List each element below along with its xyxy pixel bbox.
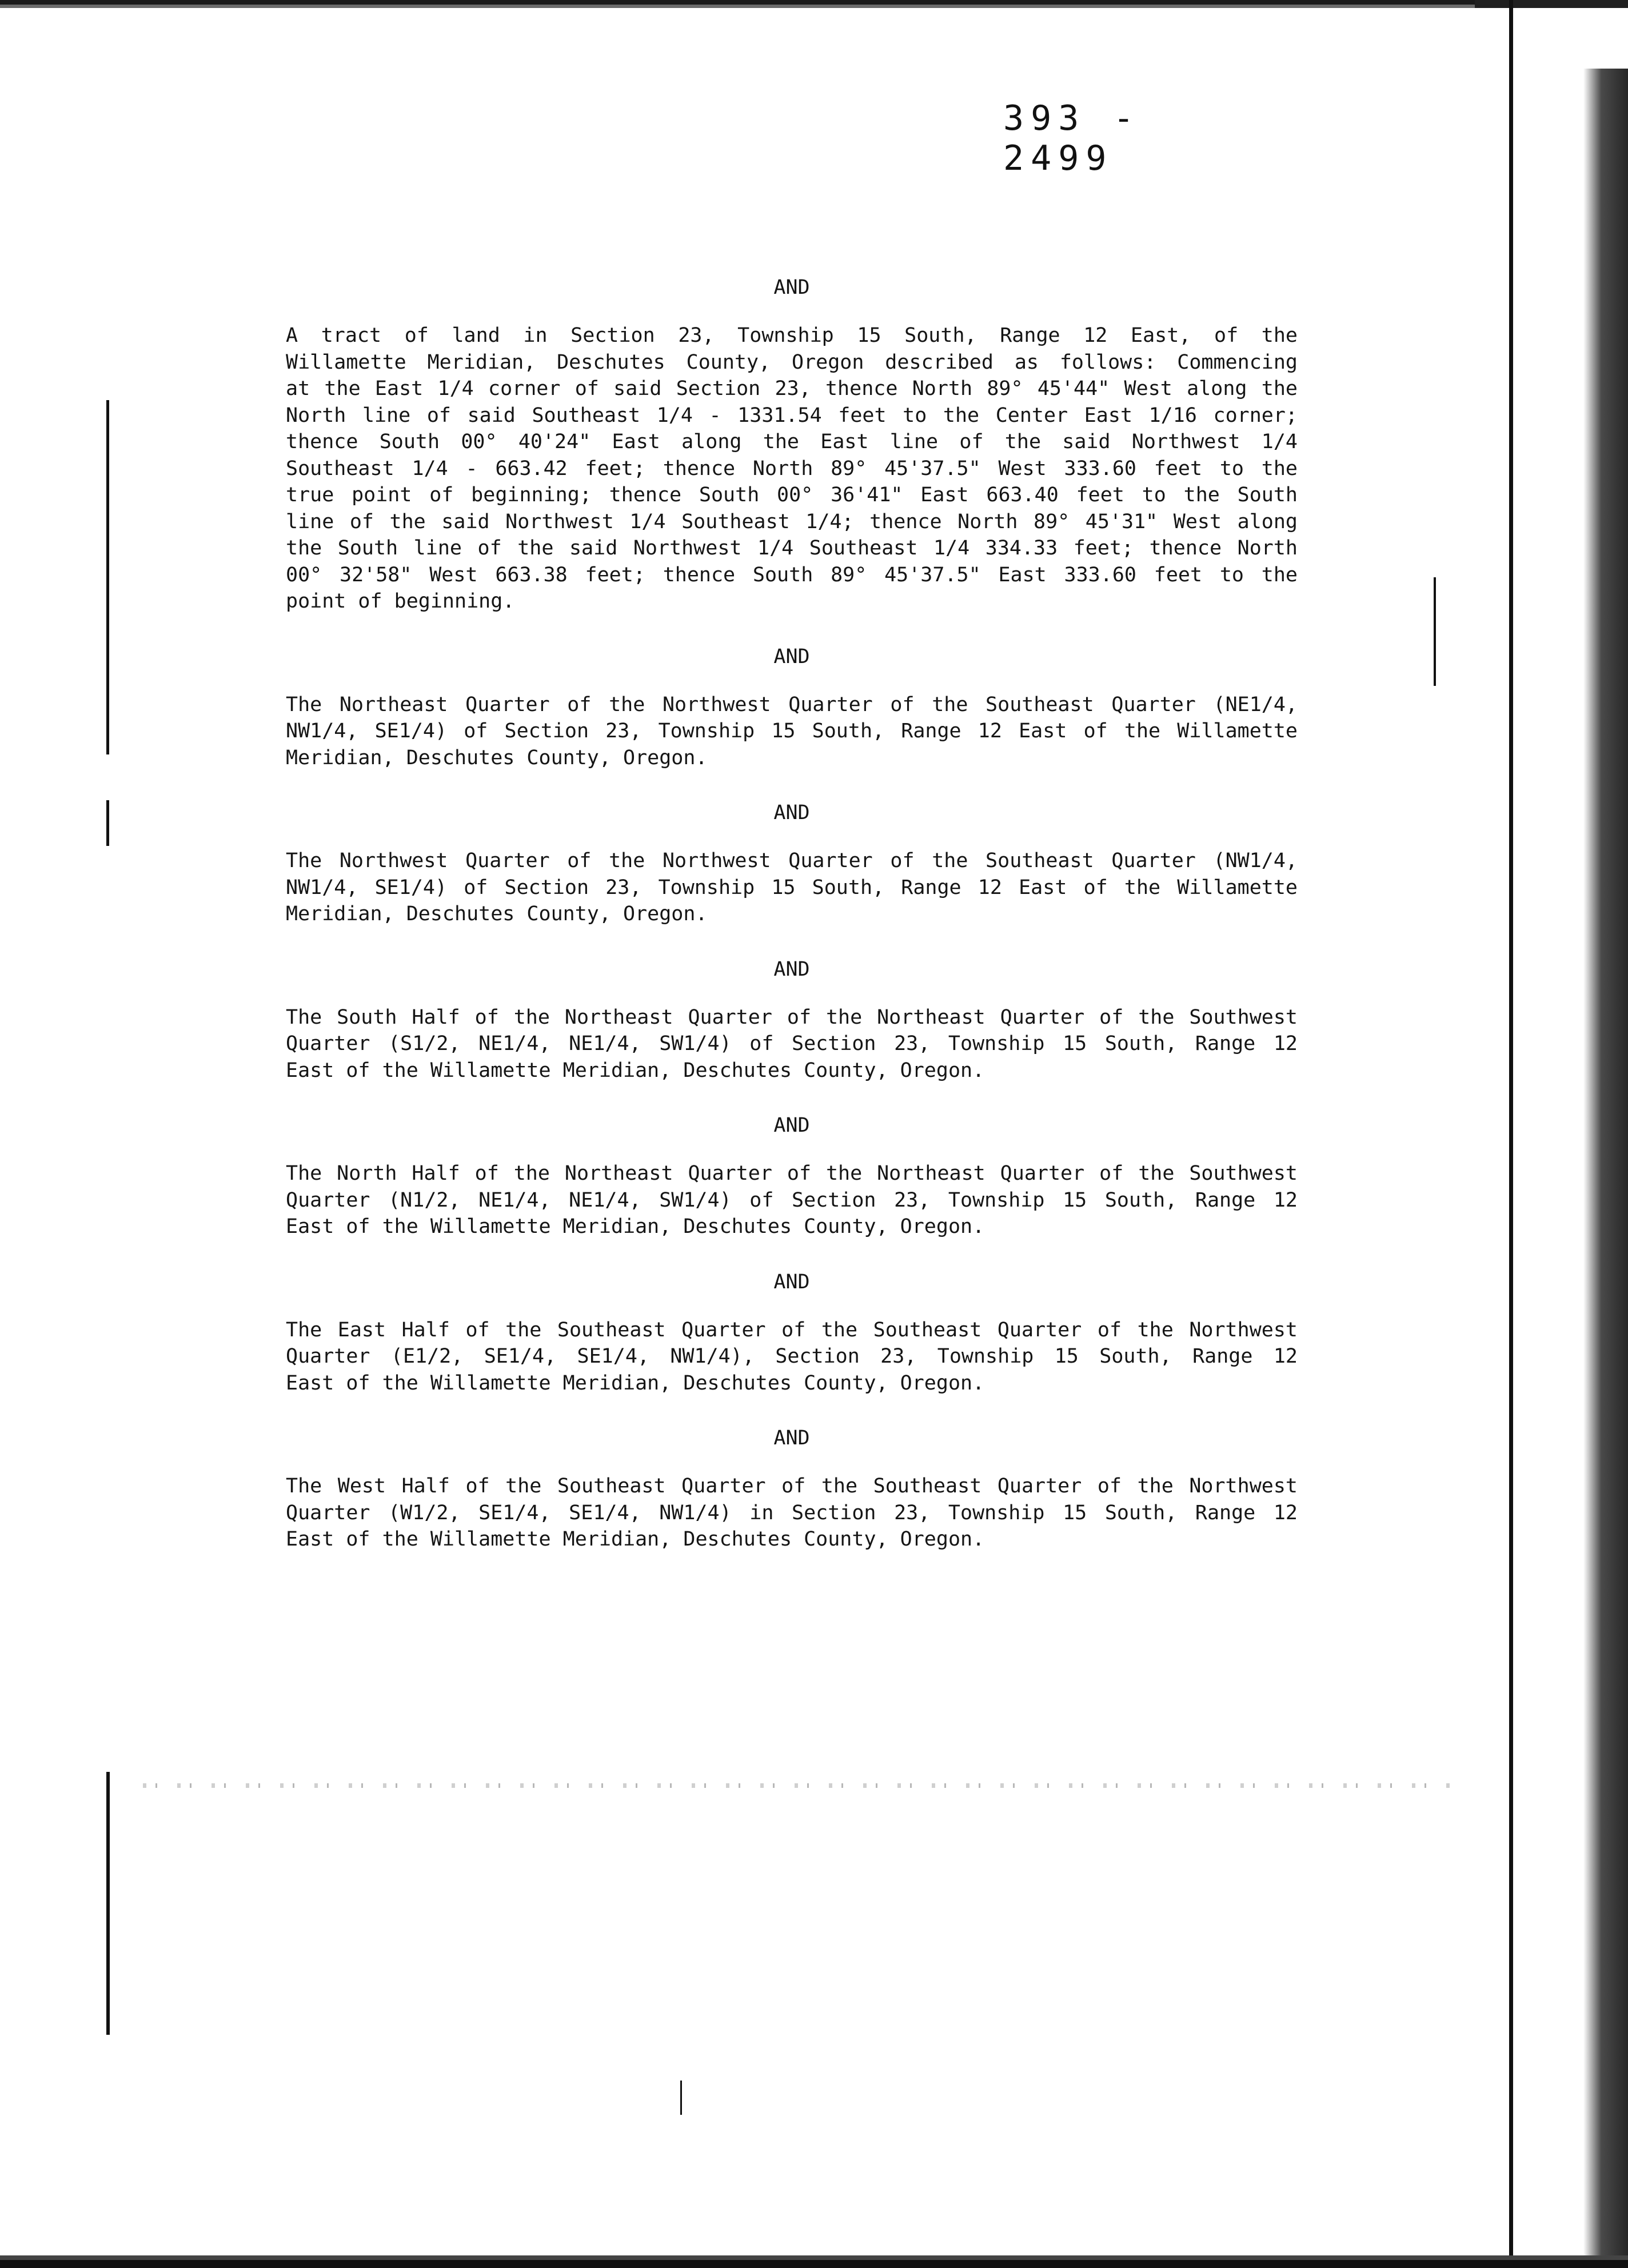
text-line: true point of beginning; thence South 00° 36'41" East 663.40 feet to the South [286,484,1298,506]
text-line: Quarter (E1/2, SE1/4, SE1/4, NW1/4), Section 23, Township 15 South, Range 12 [286,1345,1298,1368]
paragraph-nw-nw-se [286,848,1298,928]
text-line: The North Half of the Northeast Quarter of the Northeast Quarter of the Southwest [286,1162,1298,1185]
text-line: The Northeast Quarter of the Northwest Quarter of the Southeast Quarter (NE1/4, [286,693,1298,716]
text-line: The Northwest Quarter of the Northwest Quarter of the Southeast Quarter (NW1/4, [286,849,1298,872]
text-line: line of the said Northwest 1/4 Southeast 1/4; thence North 89° 45'31" West along [286,510,1298,533]
scan-mark-left-3 [106,1772,110,2035]
text-line: The South Half of the Northeast Quarter of the Northeast Quarter of the Southwest [286,1005,1298,1029]
text-line: Quarter (N1/2, NE1/4, NE1/4, SW1/4) of Section 23, Township 15 South, Range 12 [286,1188,1298,1212]
scan-mark-left-1 [106,400,109,754]
text-line: The East Half of the Southeast Quarter of the Southeast Quarter of the Northwest [286,1318,1298,1341]
text-line: point of beginning. [286,590,515,613]
text-line: the South line of the said Northwest 1/4 Southeast 1/4 334.33 feet; thence North [286,537,1298,560]
paragraph-s-ne-ne-sw [286,1004,1298,1084]
text-line: Southeast 1/4 - 663.42 feet; thence North 89° 45'37.5" West 333.60 feet to the [286,457,1298,480]
paragraph-tract [286,322,1298,615]
scan-edge-top-right [1475,0,1628,8]
text-line: at the East 1/4 corner of said Section 23, thence North 89° 45'44" West along the [286,377,1298,400]
scan-mark-bottom [680,2081,682,2115]
text-line: NW1/4, SE1/4) of Section 23, Township 15 South, Range 12 East of the Willamette [286,720,1298,742]
text-line: Meridian, Deschutes County, Oregon. [286,746,708,769]
separator-and: AND [773,276,810,299]
text-line: East of the Willamette Meridian, Deschutes County, Oregon. [286,1215,985,1238]
scan-edge-top [0,0,1515,15]
scan-mark-left-2 [106,800,109,846]
text-line: Willamette Meridian, Deschutes County, Oregon described as follows: Commencing [286,350,1298,374]
paragraph-n-ne-ne-sw [286,1160,1298,1240]
paragraph-w-se-se-nw [286,1473,1298,1553]
text-line: East of the Willamette Meridian, Deschutes County, Oregon. [286,1528,985,1551]
separator-and: AND [773,645,810,668]
text-line: A tract of land in Section 23, Township 15 South, Range 12 East, of the [286,324,1298,347]
paragraph-e-se-se-nw [286,1317,1298,1397]
text-line: East of the Willamette Meridian, Deschutes County, Oregon. [286,1059,985,1082]
text-line: North line of said Southeast 1/4 - 1331.54 feet to the Center East 1/16 corner; [286,404,1298,427]
text-line: East of the Willamette Meridian, Deschutes County, Oregon. [286,1371,985,1395]
text-line: Meridian, Deschutes County, Oregon. [286,903,708,925]
separator-and: AND [773,801,810,824]
legal-description [286,274,1298,1553]
text-line: thence South 00° 40'24" East along the East line of the said Northwest 1/4 [286,430,1298,453]
record-number: 393 - 2499 [1003,98,1141,178]
scan-edge-right-shadow [1583,69,1628,2268]
scan-mark-right-1 [1434,577,1436,686]
separator-and: AND [773,1427,810,1450]
text-line: NW1/4, SE1/4) of Section 23, Township 15 South, Range 12 East of the Willamette [286,876,1298,899]
text-line: 00° 32'58" West 663.38 feet; thence South 89° 45'37.5" East 333.60 feet to the [286,563,1298,586]
scan-edge-bottom [0,2252,1628,2268]
separator-and: AND [773,957,810,981]
separator-and: AND [773,1114,810,1137]
separator-and: AND [773,1270,810,1293]
text-line: The West Half of the Southeast Quarter of the Southeast Quarter of the Northwest [286,1475,1298,1498]
scan-speckle-band [143,1783,1458,1788]
scan-edge-right-line [1509,0,1513,2268]
text-line: Quarter (W1/2, SE1/4, SE1/4, NW1/4) in Section 23, Township 15 South, Range 12 [286,1501,1298,1524]
paragraph-ne-nw-se [286,692,1298,772]
text-line: Quarter (S1/2, NE1/4, NE1/4, SW1/4) of Section 23, Township 15 South, Range 12 [286,1032,1298,1055]
